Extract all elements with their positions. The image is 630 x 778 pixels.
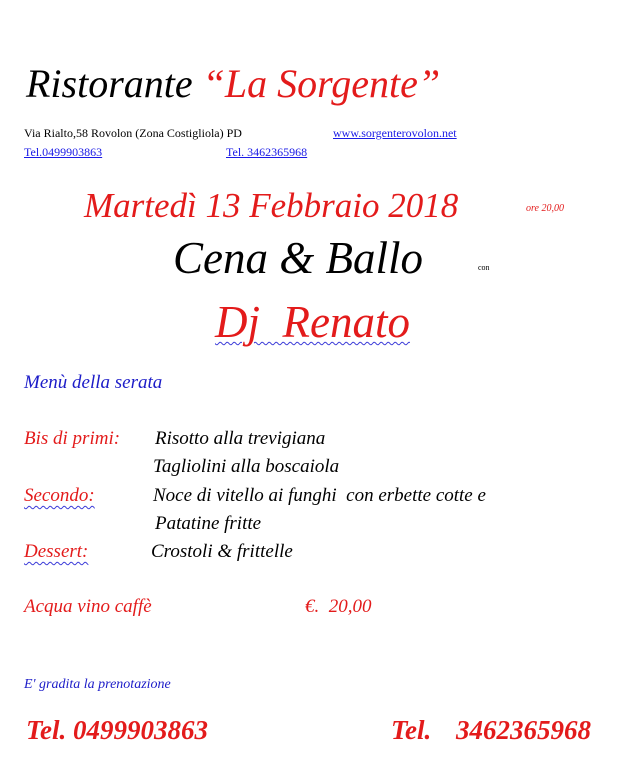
drinks-text: Acqua vino caffè	[24, 596, 152, 617]
primi-item: Risotto alla trevigiana	[155, 428, 326, 449]
performer-name: Dj Renato	[215, 297, 410, 347]
menu-price: €. 20,00	[305, 596, 372, 617]
address-text: Via Rialto,58 Rovolon (Zona Costigliola) PD	[24, 126, 242, 140]
footer-phone-right: Tel. 3462365968	[391, 715, 591, 745]
dessert-item: Crostoli & frittelle	[151, 541, 293, 562]
event-time: ore 20,00	[526, 203, 564, 214]
phone-link-right[interactable]: Tel. 3462365968	[226, 145, 308, 159]
secondo-item: Patatine fritte	[155, 513, 262, 534]
dessert-label: Dessert:	[24, 541, 89, 562]
event-date: Martedì 13 Febbraio 2018	[84, 186, 459, 225]
title-prefix: Ristorante	[26, 61, 203, 106]
website-link[interactable]: www.sorgenterovolon.net	[333, 126, 457, 140]
event-title: Cena & Ballo	[173, 233, 423, 283]
restaurant-name: “La Sorgente”	[202, 61, 441, 106]
primi-item: Tagliolini alla boscaiola	[153, 456, 340, 477]
secondo-item: Noce di vitello ai funghi con erbette cotte e	[153, 485, 486, 506]
menu-title: Menù della serata	[24, 372, 163, 393]
primi-label: Bis di primi:	[24, 428, 121, 449]
reservation-note: E' gradita la prenotazione	[24, 677, 171, 692]
phone-link-left[interactable]: Tel.0499903863	[24, 145, 103, 159]
footer-phone-left: Tel. 0499903863	[26, 715, 208, 745]
secondo-label: Secondo:	[24, 485, 95, 506]
restaurant-title	[26, 60, 440, 107]
con-text: con	[478, 263, 490, 272]
